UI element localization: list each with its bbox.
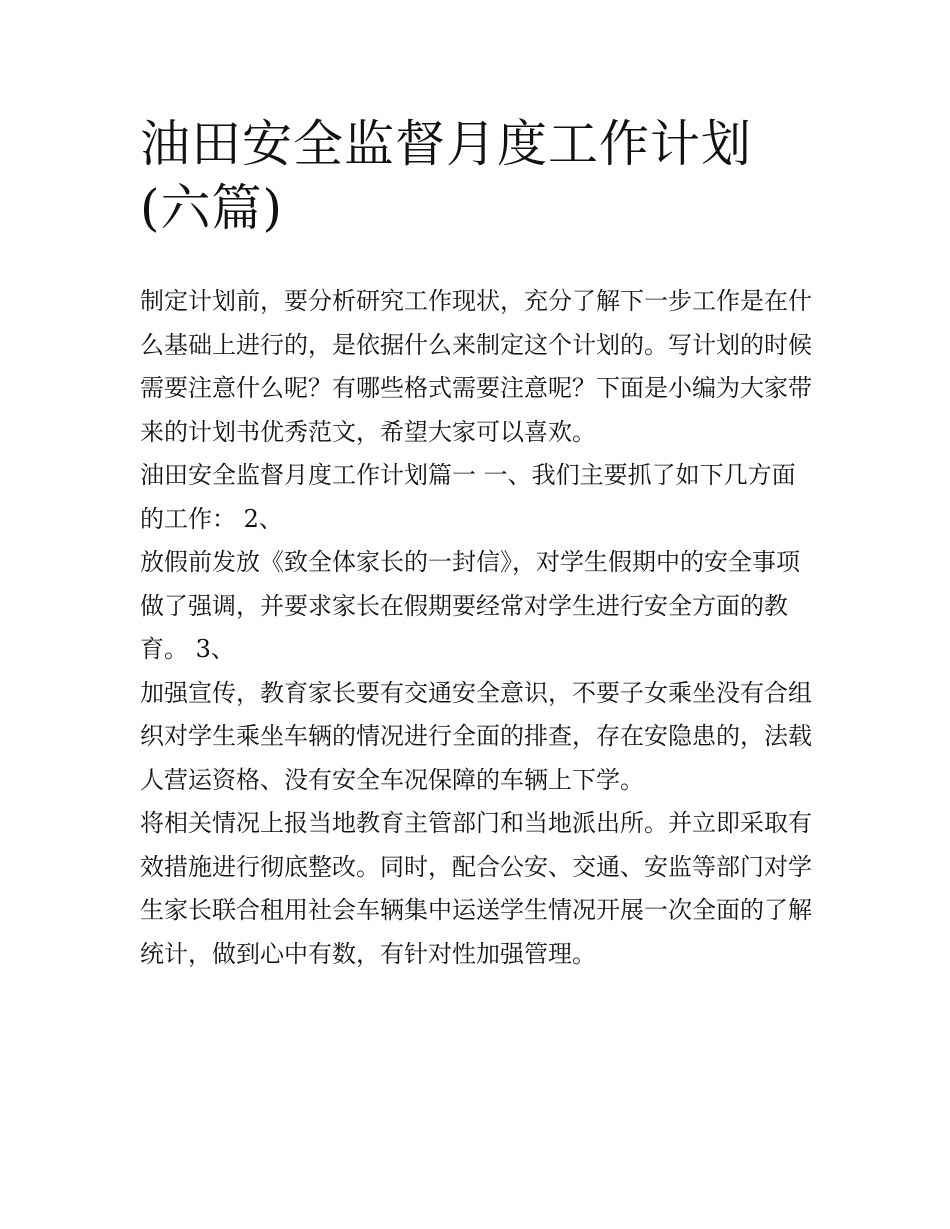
paragraph-traffic-safety: 加强宣传，教育家长要有交通安全意识，不要子女乘坐没有合组织对学生乘坐车辆的情况进行全面的排查，存在安隐患的，法载人营运资格、没有安全车况保障的车辆上下学。: [140, 678, 812, 794]
paragraph-reporting: 将相关情况上报当地教育主管部门和当地派出所。并立即采取有效措施进行彻底整改。同时，配合公安、交通、安监等部门对学生家长联合租用社会车辆集中运送学生情况开展一次全面的了解统计，做到心中有数，有针对性加强管理。: [140, 809, 812, 968]
paragraph-intro: 制定计划前，要分析研究工作现状，充分了解下一步工作是在什么基础上进行的，是依据什么来制定这个计划的。写计划的时候需要注意什么呢？有哪些格式需要注意呢？下面是小编为大家带来的计划书优秀范文，希望大家可以喜欢。: [140, 287, 812, 446]
document-title: 油田安全监督月度工作计划(六篇): [140, 115, 752, 237]
document-body: [140, 280, 812, 976]
paragraph-section-one: 油田安全监督月度工作计划篇一 一、我们主要抓了如下几方面的工作： 2、: [140, 461, 796, 533]
paragraph-holiday-letter: 放假前发放《致全体家长的一封信》，对学生假期中的安全事项做了强调，并要求家长在假期要经常对学生进行安全方面的教育。 3、: [140, 548, 800, 663]
